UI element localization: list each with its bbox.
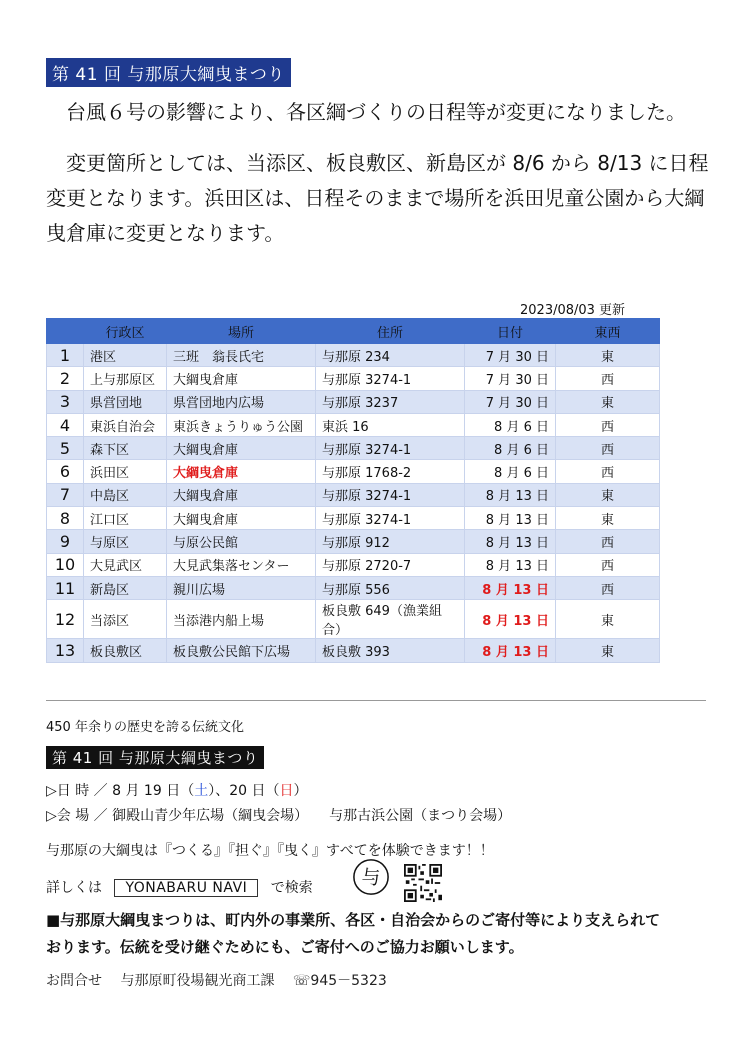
address-cell: 与那原 234 (316, 344, 465, 367)
place-cell: 大見武集落センター (167, 553, 316, 576)
row-number: 4 (47, 413, 84, 436)
table-row (47, 437, 660, 460)
date-cell: 7 月 30 日 (465, 390, 556, 413)
date-cell: 8 月 13 日 (465, 639, 556, 662)
date-cell: 8 月 13 日 (465, 576, 556, 599)
header-no (47, 319, 84, 344)
row-number: 1 (47, 344, 84, 367)
district-cell: 板良敷区 (84, 639, 167, 662)
district-cell: 浜田区 (84, 460, 167, 483)
place-cell: 与原公民館 (167, 530, 316, 553)
svg-text:与: 与 (361, 866, 381, 889)
side-cell: 東 (556, 507, 660, 530)
place-cell: 大綱曳倉庫 (167, 437, 316, 460)
event-dates (46, 780, 307, 800)
district-cell: 中島区 (84, 483, 167, 506)
address-cell: 与那原 3274-1 (316, 507, 465, 530)
date-cell: 8 月 13 日 (465, 530, 556, 553)
place-cell: 板良敷公民館下広場 (167, 639, 316, 662)
table-row (47, 367, 660, 390)
qr-code-icon[interactable] (404, 864, 442, 902)
table-row (47, 344, 660, 367)
row-number: 3 (47, 390, 84, 413)
date-prefix: ▷日 時 ／ 8 月 19 日（ (46, 783, 195, 799)
district-cell: 東浜自治会 (84, 413, 167, 436)
table-row (47, 639, 660, 662)
district-cell: 港区 (84, 344, 167, 367)
date-suffix: ） (293, 783, 308, 799)
side-cell: 西 (556, 413, 660, 436)
table-row (47, 530, 660, 553)
row-number: 10 (47, 553, 84, 576)
side-cell: 西 (556, 553, 660, 576)
contact-phone[interactable]: ☏945－5323 (292, 973, 387, 989)
row-number: 8 (47, 507, 84, 530)
address-cell: 東浜 16 (316, 413, 465, 436)
address-cell: 与那原 3274-1 (316, 483, 465, 506)
header-place: 場所 (167, 319, 316, 344)
place-cell: 県営団地内広場 (167, 390, 316, 413)
address-cell: 与那原 3274-1 (316, 367, 465, 390)
date-cell: 8 月 13 日 (465, 483, 556, 506)
address-cell: 与那原 2720-7 (316, 553, 465, 576)
table-row (47, 576, 660, 599)
search-term-box: YONABARU NAVI (114, 879, 258, 897)
updated-date: 2023/08/03 更新 (520, 303, 626, 318)
side-cell: 東 (556, 390, 660, 413)
district-cell: 江口区 (84, 507, 167, 530)
table-row (47, 507, 660, 530)
district-cell: 当添区 (84, 600, 167, 639)
address-cell: 与那原 3237 (316, 390, 465, 413)
date-cell: 8 月 6 日 (465, 460, 556, 483)
header-district: 行政区 (84, 319, 167, 344)
contact-organization: 与那原町役場観光商工課 (120, 973, 275, 989)
district-cell: 県営団地 (84, 390, 167, 413)
table-row (47, 413, 660, 436)
place-cell: 大綱曳倉庫 (167, 367, 316, 390)
row-number: 11 (47, 576, 84, 599)
event-slogan: 与那原の大綱曳は『つくる』『担ぐ』『曳く』すべてを体験できます！！ (46, 843, 494, 859)
district-cell: 新島区 (84, 576, 167, 599)
contact-label: お問合せ (46, 973, 102, 989)
place-cell: 三班 翁長氏宅 (167, 344, 316, 367)
notice-paragraph-1: 台風６号の影響により、各区綱づくりの日程等が変更になりました。 (66, 100, 686, 124)
date-cell: 7 月 30 日 (465, 344, 556, 367)
address-cell: 与那原 912 (316, 530, 465, 553)
side-cell: 西 (556, 460, 660, 483)
side-cell: 東 (556, 639, 660, 662)
table-row (47, 460, 660, 483)
address-cell: 与那原 3274-1 (316, 437, 465, 460)
date-middle: ）、20 日（ (208, 783, 280, 799)
side-cell: 西 (556, 437, 660, 460)
row-number: 2 (47, 367, 84, 390)
side-cell: 西 (556, 576, 660, 599)
district-cell: 森下区 (84, 437, 167, 460)
date-cell: 8 月 13 日 (465, 507, 556, 530)
place-cell: 大綱曳倉庫 (167, 483, 316, 506)
district-cell: 与原区 (84, 530, 167, 553)
details-prefix: 詳しくは (46, 880, 102, 896)
date-cell: 8 月 6 日 (465, 413, 556, 436)
row-number: 6 (47, 460, 84, 483)
address-cell: 与那原 1768-2 (316, 460, 465, 483)
town-logo-icon (352, 858, 390, 896)
section-divider (46, 700, 706, 701)
district-cell: 上与那原区 (84, 367, 167, 390)
table-row (47, 553, 660, 576)
date-saturday: 土 (194, 783, 209, 799)
header-address: 住所 (316, 319, 465, 344)
place-cell: 東浜きょうりゅう公園 (167, 413, 316, 436)
address-cell: 与那原 556 (316, 576, 465, 599)
side-cell: 東 (556, 344, 660, 367)
table-row (47, 483, 660, 506)
row-number: 12 (47, 600, 84, 639)
table-row (47, 600, 660, 639)
schedule-table (46, 318, 660, 663)
address-cell: 板良敷 649（漁業組合） (316, 600, 465, 639)
place-cell: 大綱曳倉庫 (167, 507, 316, 530)
side-cell: 西 (556, 367, 660, 390)
date-cell: 7 月 30 日 (465, 367, 556, 390)
donation-notice-line-1: ■与那原大綱曳まつりは、町内外の事業所、各区・自治会からのご寄付等により支えられて (46, 911, 661, 929)
notice-paragraph-2: 変更箇所としては、当添区、板良敷区、新島区が 8/6 から 8/13 に日程変更となります。浜田区は、日程そのままで場所を浜田児童公園から大綱曳倉庫に変更となります。 (46, 151, 709, 245)
donation-notice-line-2: おります。伝統を受け継ぐためにも、ご寄付へのご協力お願いします。 (46, 938, 524, 956)
date-cell: 8 月 13 日 (465, 553, 556, 576)
side-cell: 東 (556, 600, 660, 639)
district-cell: 大見武区 (84, 553, 167, 576)
row-number: 7 (47, 483, 84, 506)
festival-title: 第 41 回 与那原大綱曳まつり (46, 746, 264, 769)
side-cell: 東 (556, 483, 660, 506)
table-header-row (47, 319, 660, 344)
row-number: 13 (47, 639, 84, 662)
header-date: 日付 (465, 319, 556, 344)
address-cell: 板良敷 393 (316, 639, 465, 662)
date-cell: 8 月 6 日 (465, 437, 556, 460)
place-cell: 親川広場 (167, 576, 316, 599)
place-cell: 当添港内船上場 (167, 600, 316, 639)
heritage-caption: 450 年余りの歴史を誇る伝統文化 (46, 720, 244, 735)
details-line (46, 877, 313, 897)
table-row (47, 390, 660, 413)
contact-info (46, 970, 401, 990)
details-suffix: で検索 (270, 880, 313, 896)
event-venue: ▷会 場 ／ 御殿山青少年広場（綱曳会場） 与那古浜公園（まつり会場） (46, 808, 512, 824)
row-number: 9 (47, 530, 84, 553)
side-cell: 西 (556, 530, 660, 553)
place-cell: 大綱曳倉庫 (167, 460, 316, 483)
date-cell: 8 月 13 日 (465, 600, 556, 639)
row-number: 5 (47, 437, 84, 460)
date-sunday: 日 (279, 783, 294, 799)
header-side: 東西 (556, 319, 660, 344)
page-title: 第 41 回 与那原大綱曳まつり (46, 58, 291, 87)
